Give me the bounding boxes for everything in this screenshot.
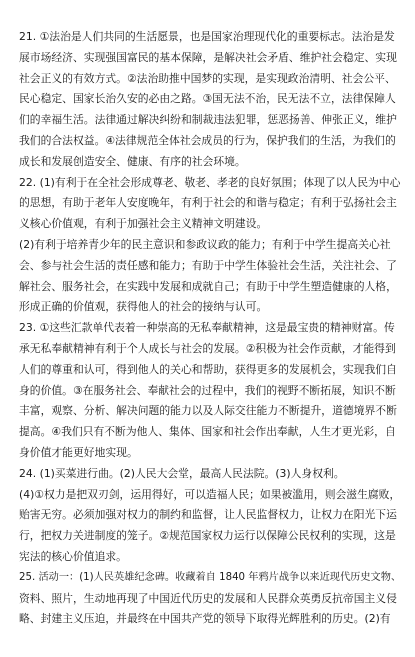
text-line: 形成正确的价值观，获得他人的社会的接纳与认可。 <box>19 300 268 314</box>
text-line: 21. ①法治是人们共同的生活愿景，也是国家治理现代化的重要标志。法治是发 <box>19 30 395 43</box>
text-line: (4)①权力是把双刃剑，运用得好，可以造福人民；如果被滥用，则会滋生腐败， <box>19 487 401 501</box>
text-line: 解社会、服务社会，在实践中发展和成就自己；有助于中学生塑造健康的人格， <box>19 279 397 293</box>
text-line: 宪法的核心价值追求。 <box>19 549 127 563</box>
text-line: 民心稳定、国家长治久安的必由之路。③国无法不治，民无法不立，法律保障人 <box>19 92 396 106</box>
text-line: 义核心价值观，有利于加强社会主义精神文明建设。 <box>19 217 268 231</box>
text-line: 成长和发展创造安全、健康、有序的社会环境。 <box>19 154 246 168</box>
text-line: 25. 活动一：(1)人民英雄纪念碑。收藏着自 1840 年鸦片战争以来近现代历史文物、 <box>19 571 402 583</box>
text-line: 身的价值。③在服务社会、奉献社会的过程中，我们的视野不断拓展，知识不断 <box>19 383 396 397</box>
text-line: 23. ①这些汇款单代表着一种崇高的无私奉献精神，这是最宝贵的精神财富。传 <box>19 321 395 335</box>
text-line: 22. (1)有利于在全社会形成尊老、敬老、孝老的良好氛围；体现了以人民为中心 <box>19 175 401 189</box>
text-line: 们的幸福生活。法律通过解决纠纷和制裁违法犯罪，惩恶扬善、伸张正义，维护 <box>19 113 397 127</box>
text-line: 身价值才能更好地实现。 <box>19 445 138 459</box>
text-line: 略、封建主义压迫，并最终在中国共产党的领导下取得光辉胜利的历史。(2)有 <box>19 612 391 626</box>
text-line: 承无私奉献精神有利于个人成长与社会的发展。②积极为社会作贡献，才能得到 <box>19 341 396 355</box>
text-line: 人们的尊重和认可，得到他人的关心和帮助，获得更多的发展机会，实现我们自 <box>19 362 397 376</box>
text-line: 资料、照片，生动地再现了中国近代历史的发展和人民群众英勇反抗帝国主义侵 <box>19 591 397 605</box>
text-line: 行，把权力关进制度的笼子。②规范国家权力运行以保障公民权利的实现，这是 <box>19 529 396 543</box>
text-line: (2)有利于培养青少年的民主意识和参政议政的能力；有利于中学生提高关心社 <box>19 237 391 251</box>
text-line: 贻害无穷。必须加强对权力的制约和监督，让人民监督权力，让权力在阳光下运 <box>19 508 397 522</box>
text-line: 我们的合法权益。④法律规范全体社会成员的行为，保护我们的生活，为我们的 <box>19 133 396 147</box>
text-line: 提高。④我们只有不断为他人、集体、国家和社会作出奉献，人生才更光彩，自 <box>19 425 396 439</box>
text-line: 社会正义的有效方式。②法治助推中国梦的实现，是实现政治清明、社会公平、 <box>19 71 396 85</box>
text-line: 会、参与社会生活的责任感和能力；有助于中学生体验社会生活，关注社会、了 <box>19 258 397 272</box>
text-line: 丰富，观察、分析、解决问题的能力以及人际交往能力不断提升，道德境界不断 <box>19 404 397 418</box>
text-line: 24. (1)买菜进行曲。(2)人民大会堂，最高人民法院。(3)人身权利。 <box>19 466 345 480</box>
text-line: 展市场经济、实现强国富民的基本保障，是解决社会矛盾、维护社会稳定、实现 <box>19 50 397 64</box>
text-line: 的思想，有助于老年人安度晚年，有利于社会的和谐与稳定；有利于弘扬社会主 <box>19 196 397 210</box>
